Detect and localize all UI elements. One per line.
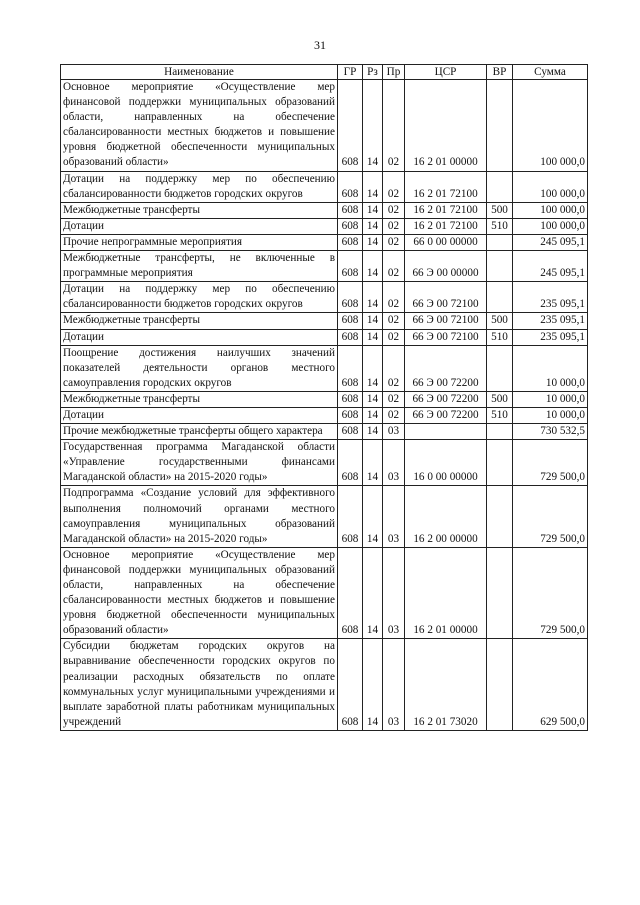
row-vr [487, 282, 513, 313]
row-gr: 608 [338, 440, 363, 486]
row-rz: 14 [363, 234, 383, 250]
row-gr: 608 [338, 171, 363, 202]
row-name: Прочие непрограммные мероприятия [61, 234, 338, 250]
row-name: Межбюджетные трансферты [61, 391, 338, 407]
row-csr: 16 2 01 73020 [405, 639, 487, 731]
table-row [61, 251, 588, 282]
row-csr: 16 2 01 72100 [405, 171, 487, 202]
row-sum: 729 500,0 [513, 486, 588, 547]
row-pr: 02 [383, 282, 405, 313]
row-pr: 02 [383, 345, 405, 391]
table-body [61, 80, 588, 731]
row-rz: 14 [363, 251, 383, 282]
table-row [61, 391, 588, 407]
row-pr: 02 [383, 251, 405, 282]
row-vr [487, 424, 513, 440]
row-rz: 14 [363, 407, 383, 423]
row-sum: 730 532,5 [513, 424, 588, 440]
row-vr [487, 80, 513, 172]
row-csr: 66 Э 00 72100 [405, 329, 487, 345]
header-rz: Рз [363, 65, 383, 80]
page-number: 31 [314, 38, 326, 52]
row-csr: 16 2 01 72100 [405, 218, 487, 234]
row-pr: 02 [383, 234, 405, 250]
row-gr: 608 [338, 391, 363, 407]
row-vr [487, 345, 513, 391]
row-gr: 608 [338, 639, 363, 731]
row-gr: 608 [338, 282, 363, 313]
row-vr: 500 [487, 202, 513, 218]
row-name: Подпрограмма «Создание условий для эффективного выполнения полномочий органами местного самоуправления муниципальных образований Магаданской области» на 2015-2020 годы» [61, 486, 338, 547]
row-name: Межбюджетные трансферты [61, 313, 338, 329]
row-vr: 510 [487, 329, 513, 345]
row-vr [487, 234, 513, 250]
row-gr: 608 [338, 345, 363, 391]
row-csr: 16 0 00 00000 [405, 440, 487, 486]
row-gr: 608 [338, 313, 363, 329]
row-rz: 14 [363, 313, 383, 329]
row-name: Дотации [61, 329, 338, 345]
table-row [61, 218, 588, 234]
table-row [61, 639, 588, 731]
table-row [61, 171, 588, 202]
row-rz: 14 [363, 80, 383, 172]
row-csr: 16 2 00 00000 [405, 486, 487, 547]
row-gr: 608 [338, 251, 363, 282]
header-sum: Сумма [513, 65, 588, 80]
table-row [61, 407, 588, 423]
row-vr [487, 639, 513, 731]
row-sum: 235 095,1 [513, 313, 588, 329]
row-csr: 66 Э 00 72100 [405, 313, 487, 329]
row-vr [487, 486, 513, 547]
row-rz: 14 [363, 440, 383, 486]
row-rz: 14 [363, 639, 383, 731]
row-rz: 14 [363, 282, 383, 313]
table-row [61, 424, 588, 440]
row-sum: 10 000,0 [513, 391, 588, 407]
table-row [61, 547, 588, 639]
budget-table [60, 64, 588, 731]
row-gr: 608 [338, 329, 363, 345]
row-name: Основное мероприятие «Осуществление мер финансовой поддержки муниципальных образований области, направленных на обеспечение сбалансированности местных бюджетов и повышение уровня бюджетной обеспеченности муниципальных образований области» [61, 80, 338, 172]
row-pr: 02 [383, 329, 405, 345]
row-pr: 02 [383, 202, 405, 218]
row-name: Дотации [61, 407, 338, 423]
row-pr: 03 [383, 639, 405, 731]
row-rz: 14 [363, 329, 383, 345]
row-sum: 729 500,0 [513, 547, 588, 639]
row-name: Межбюджетные трансферты, не включенные в программные мероприятия [61, 251, 338, 282]
row-rz: 14 [363, 424, 383, 440]
row-rz: 14 [363, 171, 383, 202]
row-name: Дотации на поддержку мер по обеспечению сбалансированности бюджетов городских округов [61, 171, 338, 202]
row-pr: 03 [383, 424, 405, 440]
row-rz: 14 [363, 202, 383, 218]
row-gr: 608 [338, 202, 363, 218]
row-name: Дотации [61, 218, 338, 234]
table-row [61, 329, 588, 345]
row-pr: 02 [383, 313, 405, 329]
row-sum: 629 500,0 [513, 639, 588, 731]
row-sum: 100 000,0 [513, 80, 588, 172]
row-csr: 66 0 00 00000 [405, 234, 487, 250]
row-sum: 235 095,1 [513, 329, 588, 345]
row-pr: 02 [383, 218, 405, 234]
row-csr: 16 2 01 00000 [405, 547, 487, 639]
row-csr: 66 Э 00 72200 [405, 391, 487, 407]
row-gr: 608 [338, 547, 363, 639]
row-pr: 02 [383, 171, 405, 202]
row-csr: 66 Э 00 72100 [405, 282, 487, 313]
row-pr: 02 [383, 80, 405, 172]
row-name: Прочие межбюджетные трансферты общего характера [61, 424, 338, 440]
row-name: Основное мероприятие «Осуществление мер финансовой поддержки муниципальных образований области, направленных на обеспечение сбалансированности местных бюджетов и повышение уровня бюджетной обеспеченности муниципальных образований области» [61, 547, 338, 639]
row-sum: 729 500,0 [513, 440, 588, 486]
row-csr: 16 2 01 72100 [405, 202, 487, 218]
row-rz: 14 [363, 547, 383, 639]
row-pr: 03 [383, 440, 405, 486]
row-rz: 14 [363, 486, 383, 547]
row-sum: 100 000,0 [513, 218, 588, 234]
row-sum: 100 000,0 [513, 202, 588, 218]
row-vr [487, 171, 513, 202]
row-vr [487, 440, 513, 486]
row-vr: 510 [487, 407, 513, 423]
row-pr: 03 [383, 547, 405, 639]
row-name: Поощрение достижения наилучших значений показателей деятельности органов местного самоуправления городских округов [61, 345, 338, 391]
row-gr: 608 [338, 234, 363, 250]
row-vr [487, 547, 513, 639]
row-gr: 608 [338, 80, 363, 172]
row-sum: 10 000,0 [513, 407, 588, 423]
row-sum: 10 000,0 [513, 345, 588, 391]
header-csr: ЦСР [405, 65, 487, 80]
row-gr: 608 [338, 486, 363, 547]
row-sum: 100 000,0 [513, 171, 588, 202]
row-pr: 02 [383, 391, 405, 407]
row-vr: 510 [487, 218, 513, 234]
row-sum: 245 095,1 [513, 234, 588, 250]
row-csr: 16 2 01 00000 [405, 80, 487, 172]
table-row [61, 440, 588, 486]
row-rz: 14 [363, 218, 383, 234]
table-row [61, 80, 588, 172]
row-sum: 245 095,1 [513, 251, 588, 282]
row-gr: 608 [338, 407, 363, 423]
row-csr: 66 Э 00 00000 [405, 251, 487, 282]
table-row [61, 202, 588, 218]
row-pr: 03 [383, 486, 405, 547]
row-csr [405, 424, 487, 440]
row-csr: 66 Э 00 72200 [405, 407, 487, 423]
table-row [61, 486, 588, 547]
row-csr: 66 Э 00 72200 [405, 345, 487, 391]
table-header-row [61, 65, 588, 80]
table-row [61, 234, 588, 250]
row-name: Дотации на поддержку мер по обеспечению сбалансированности бюджетов городских округов [61, 282, 338, 313]
header-pr: Пр [383, 65, 405, 80]
header-name: Наименование [61, 65, 338, 80]
table-row [61, 313, 588, 329]
row-sum: 235 095,1 [513, 282, 588, 313]
row-name: Межбюджетные трансферты [61, 202, 338, 218]
row-pr: 02 [383, 407, 405, 423]
row-vr: 500 [487, 313, 513, 329]
row-vr: 500 [487, 391, 513, 407]
row-name: Субсидии бюджетам городских округов на выравнивание обеспеченности городских округов по реализации расходных обязательств по оплате коммунальных услуг муниципальными учреждениями и выплате заработной платы работникам муниципальных учреждений [61, 639, 338, 731]
row-rz: 14 [363, 345, 383, 391]
header-gr: ГР [338, 65, 363, 80]
table-row [61, 345, 588, 391]
row-gr: 608 [338, 424, 363, 440]
row-rz: 14 [363, 391, 383, 407]
row-vr [487, 251, 513, 282]
header-vr: ВР [487, 65, 513, 80]
table-row [61, 282, 588, 313]
row-name: Государственная программа Магаданской области «Управление государственными финансами Магаданской области» на 2015-2020 годы» [61, 440, 338, 486]
row-gr: 608 [338, 218, 363, 234]
